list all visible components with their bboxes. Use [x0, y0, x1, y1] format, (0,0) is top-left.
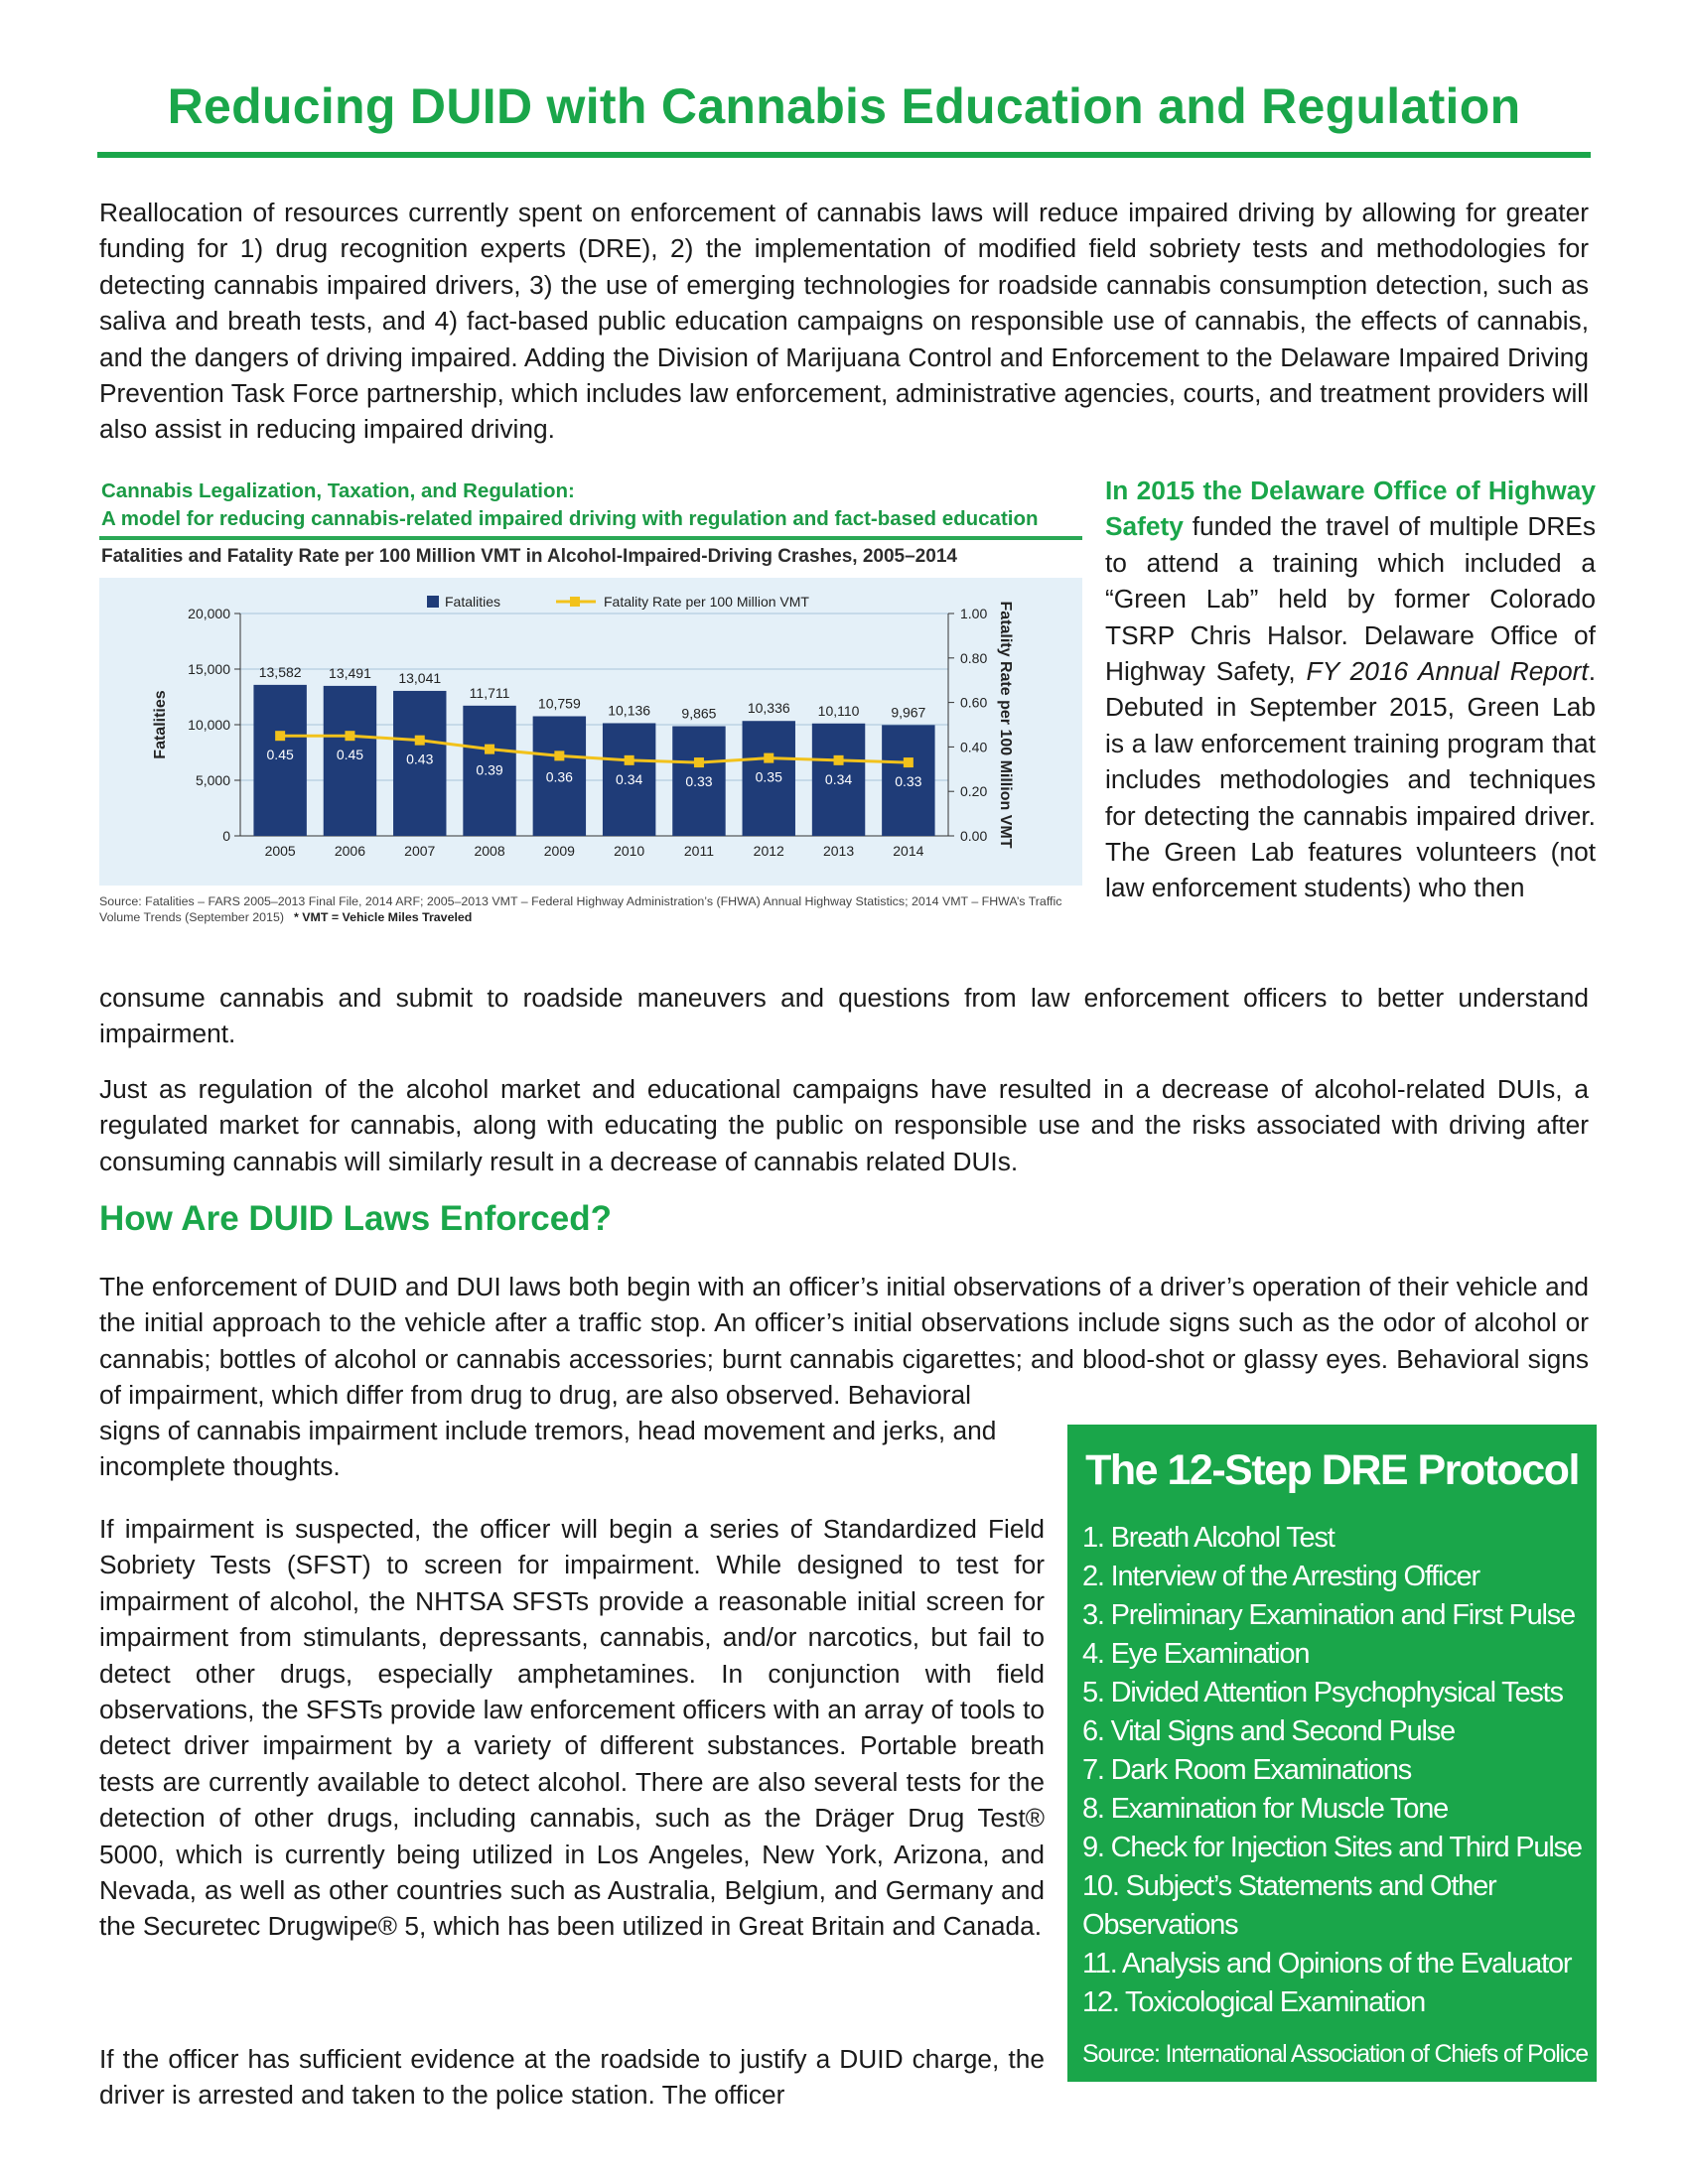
y-tick-label: 10,000: [188, 717, 230, 733]
chart-subtitle: Fatalities and Fatality Rate per 100 Million VMT in Alcohol-Impaired-Driving Crashes, 2005–2014: [101, 546, 957, 567]
dre-step: 12. Toxicological Examination: [1082, 1986, 1426, 2018]
green-lab-text-b: . Debuted in September 2015, Green Lab is a law enforcement training program that includes methodologies and techniques for detecting the cannabis impaired driver. The Green Lab features volunteers (not law enforcement students) who then: [1105, 656, 1596, 903]
y2-tick-label: 0.60: [960, 694, 988, 711]
enforcement-paragraph: The enforcement of DUID and DUI laws both begin with an officer’s initial observations of a driver’s operation of their vehicle and the initial approach to the vehicle after a traffic stop. An officer’s initial observations include signs such as the odor of alcohol or cannabis; bottles of alcohol or cannabis accessories; burnt cannabis cigarettes; and blood-shot or glassy eyes. Behavioral signs of impairment, which differ from drug to drug, are also observed. Behavioral: [99, 1272, 1589, 1411]
bar-value-label: 10,136: [608, 702, 651, 719]
x-tick-label: 2010: [614, 843, 645, 859]
alcohol-paragraph: Just as regulation of the alcohol market and educational campaigns have resulted in a decrease of alcohol-related DUIs, a regulated market for cannabis, along with educating the public on responsible use and the risks associated with driving after consuming cannabis will similarly result in a decrease of cannabis related DUIs.: [99, 1074, 1589, 1176]
bar-value-label: 9,967: [891, 704, 926, 721]
intro-paragraph: Reallocation of resources currently spent on enforcement of cannabis laws will reduce impaired driving by allowing for greater funding for 1) drug recognition experts (DRE), 2) the implementation of modified field sobriety tests and methodologies for detecting cannabis impaired drivers, 3) the use of emerging technologies for roadside cannabis consumption detection, such as saliva and breath tests, and 4) fact-based public education campaigns on responsible use of cannabis, the effects of cannabis, and the dangers of driving impaired. Adding the Division of Marijuana Control and Enforcement to the Delaware Impaired Driving Prevention Task Force partnership, which includes law enforcement, administrative agencies, courts, and treatment providers will also assist in reducing impaired driving.: [99, 198, 1589, 445]
rate-value-label: 0.33: [685, 773, 713, 790]
figure-title-secondary: A model for reducing cannabis-related impaired driving with regulation and fact-based education: [101, 507, 1039, 530]
bar-value-label: 13,491: [329, 664, 371, 681]
y2-tick-label: 0.00: [960, 828, 988, 844]
section-heading: How Are DUID Laws Enforced?: [99, 1199, 612, 1238]
rate-value-label: 0.36: [545, 768, 573, 785]
rate-point: [625, 755, 634, 765]
y2-tick-label: 0.80: [960, 649, 988, 666]
rate-value-label: 0.33: [895, 773, 922, 790]
y2-tick-label: 1.00: [960, 606, 988, 621]
green-lab-continued: consume cannabis and submit to roadside maneuvers and questions from law enforcement officers to better understand impairment.: [99, 983, 1589, 1049]
fatalities-chart: [99, 578, 1082, 886]
x-tick-label: 2011: [683, 843, 715, 859]
dre-step: 1. Breath Alcohol Test: [1082, 1522, 1335, 1554]
y-tick-label: 5,000: [195, 772, 230, 788]
x-tick-label: 2006: [334, 843, 366, 859]
sfst-paragraph: If impairment is suspected, the officer will begin a series of Standardized Field Sobriety Tests (SFST) to screen for impairment. While designed to test for impairment of alcohol, the NHTSA SFSTs provide a reasonable initial screen for impairment from stimulants, depressants, cannabis, and/or narcotics, but fail to detect other drugs, especially amphetamines. In conjunction with field observations, the SFSTs provide law enforcement officers with an array of tools to detect driver impairment by a variety of different substances. Portable breath tests are currently available to detect alcohol. There are also several tests for the detection of other drugs, including cannabis, such as the Dräger Drug Test® 5000, which is currently being utilized in Los Angeles, New York, Arizona, and Nevada, as well as other countries such as Australia, Belgium, and Germany and the Securetec Drugwipe® 5, which has been utilized in Great Britain and Canada.: [99, 1514, 1045, 1942]
dre-step: 2. Interview of the Arresting Officer: [1082, 1561, 1479, 1592]
y-axis-title: Fatalities: [152, 690, 169, 759]
green-lab-highlight: In 2015 the Delaware Office of Highway Safety: [1105, 476, 1596, 542]
rate-point: [345, 731, 354, 741]
bar-value-label: 13,041: [398, 669, 442, 686]
green-lab-paragraph: [1105, 473, 1596, 906]
figure-source-text: Source: Fatalities – FARS 2005–2013 Final File, 2014 ARF; 2005–2013 VMT – Federal Highway Administration’s (FHWA) Annual Highway Statistics; 2014 VMT – FHWA’s Traffic Volume Trends (September 2015): [99, 894, 1062, 924]
x-tick-label: 2008: [474, 843, 505, 859]
rate-value-label: 0.45: [336, 747, 364, 763]
x-tick-label: 2013: [822, 843, 855, 859]
dre-title: The 12-Step DRE Protocol: [1085, 1446, 1579, 1494]
page-title: Reducing DUID with Cannabis Education and Regulation: [167, 78, 1521, 134]
y2-tick-label: 0.40: [960, 739, 988, 755]
x-tick-label: 2014: [893, 843, 924, 859]
rate-point: [415, 736, 425, 746]
rate-point: [904, 757, 914, 767]
legend-marker-rate: [570, 597, 580, 607]
rate-point: [764, 753, 774, 763]
dre-step: 7. Dark Room Examinations: [1082, 1754, 1412, 1786]
chart-figure: [99, 475, 1082, 951]
figure-rule: [99, 536, 1082, 540]
dre-step: 11. Analysis and Opinions of the Evaluator: [1082, 1948, 1572, 1979]
figure-source: [99, 893, 1082, 925]
dre-step: 3. Preliminary Examination and First Pulse: [1082, 1599, 1575, 1631]
legend-label-rate: Fatality Rate per 100 Million VMT: [604, 594, 809, 610]
bar-value-label: 13,582: [258, 663, 302, 680]
x-tick-label: 2012: [753, 843, 784, 859]
rate-point: [694, 757, 704, 767]
x-tick-label: 2005: [264, 843, 296, 859]
figure-title: Cannabis Legalization, Taxation, and Regulation:: [101, 479, 575, 502]
dre-step: 8. Examination for Muscle Tone: [1082, 1793, 1449, 1825]
enforcement-paragraph-cont: signs of cannabis impairment include tremors, head movement and jerks, and incomplete thoughts.: [99, 1416, 997, 1482]
rate-value-label: 0.39: [476, 761, 503, 778]
bar-value-label: 9,865: [681, 705, 717, 722]
y-tick-label: 0: [222, 828, 230, 844]
bar-value-label: 10,759: [537, 695, 581, 712]
arrest-paragraph: If the officer has sufficient evidence at the roadside to justify a DUID charge, the driver is arrested and taken to the police station. The officer: [99, 2044, 1045, 2111]
rate-value-label: 0.35: [755, 768, 782, 785]
rate-value-label: 0.34: [824, 770, 853, 787]
x-tick-label: 2007: [404, 843, 436, 859]
x-tick-label: 2009: [543, 843, 575, 859]
title-rule: [97, 152, 1591, 158]
legend-label-fatalities: Fatalities: [445, 594, 501, 610]
y2-tick-label: 0.20: [960, 783, 988, 800]
y-tick-label: 15,000: [188, 661, 230, 677]
bar-value-label: 10,110: [817, 702, 860, 719]
rate-value-label: 0.45: [266, 747, 294, 763]
dre-step: 5. Divided Attention Psychophysical Tests: [1082, 1677, 1563, 1708]
rate-point: [485, 745, 494, 754]
bar-value-label: 10,336: [747, 700, 790, 717]
legend-swatch-fatalities: [427, 596, 439, 608]
y2-axis-title: Fatality Rate per 100 Million VMT: [997, 601, 1014, 849]
rate-point: [834, 755, 844, 765]
rate-point: [554, 751, 564, 760]
green-lab-text-a: funded the travel of multiple DREs to attend a training which included a “Green Lab” held by former Colorado TSRP Chris Halsor. Delaware Office of Highway Safety,: [1105, 511, 1596, 687]
rate-point: [275, 731, 285, 741]
annual-report-title: FY 2016 Annual Report: [1306, 656, 1589, 687]
dre-source: Source: International Association of Chiefs of Police: [1082, 2040, 1588, 2068]
vmt-footnote: * VMT = Vehicle Miles Traveled: [293, 910, 473, 924]
dre-steps-list: [1082, 1519, 1582, 2022]
dre-step: 9. Check for Injection Sites and Third Pulse: [1082, 1832, 1582, 1863]
dre-step: 6. Vital Signs and Second Pulse: [1082, 1715, 1455, 1747]
dre-step: 10. Subject’s Statements and Other Observations: [1082, 1870, 1496, 1941]
bar-value-label: 11,711: [469, 684, 510, 701]
rate-value-label: 0.43: [406, 751, 434, 767]
dre-protocol-box: [1067, 1425, 1597, 2082]
y-tick-label: 20,000: [188, 606, 230, 621]
dre-step: 4. Eye Examination: [1082, 1638, 1310, 1670]
rate-value-label: 0.34: [616, 770, 643, 787]
